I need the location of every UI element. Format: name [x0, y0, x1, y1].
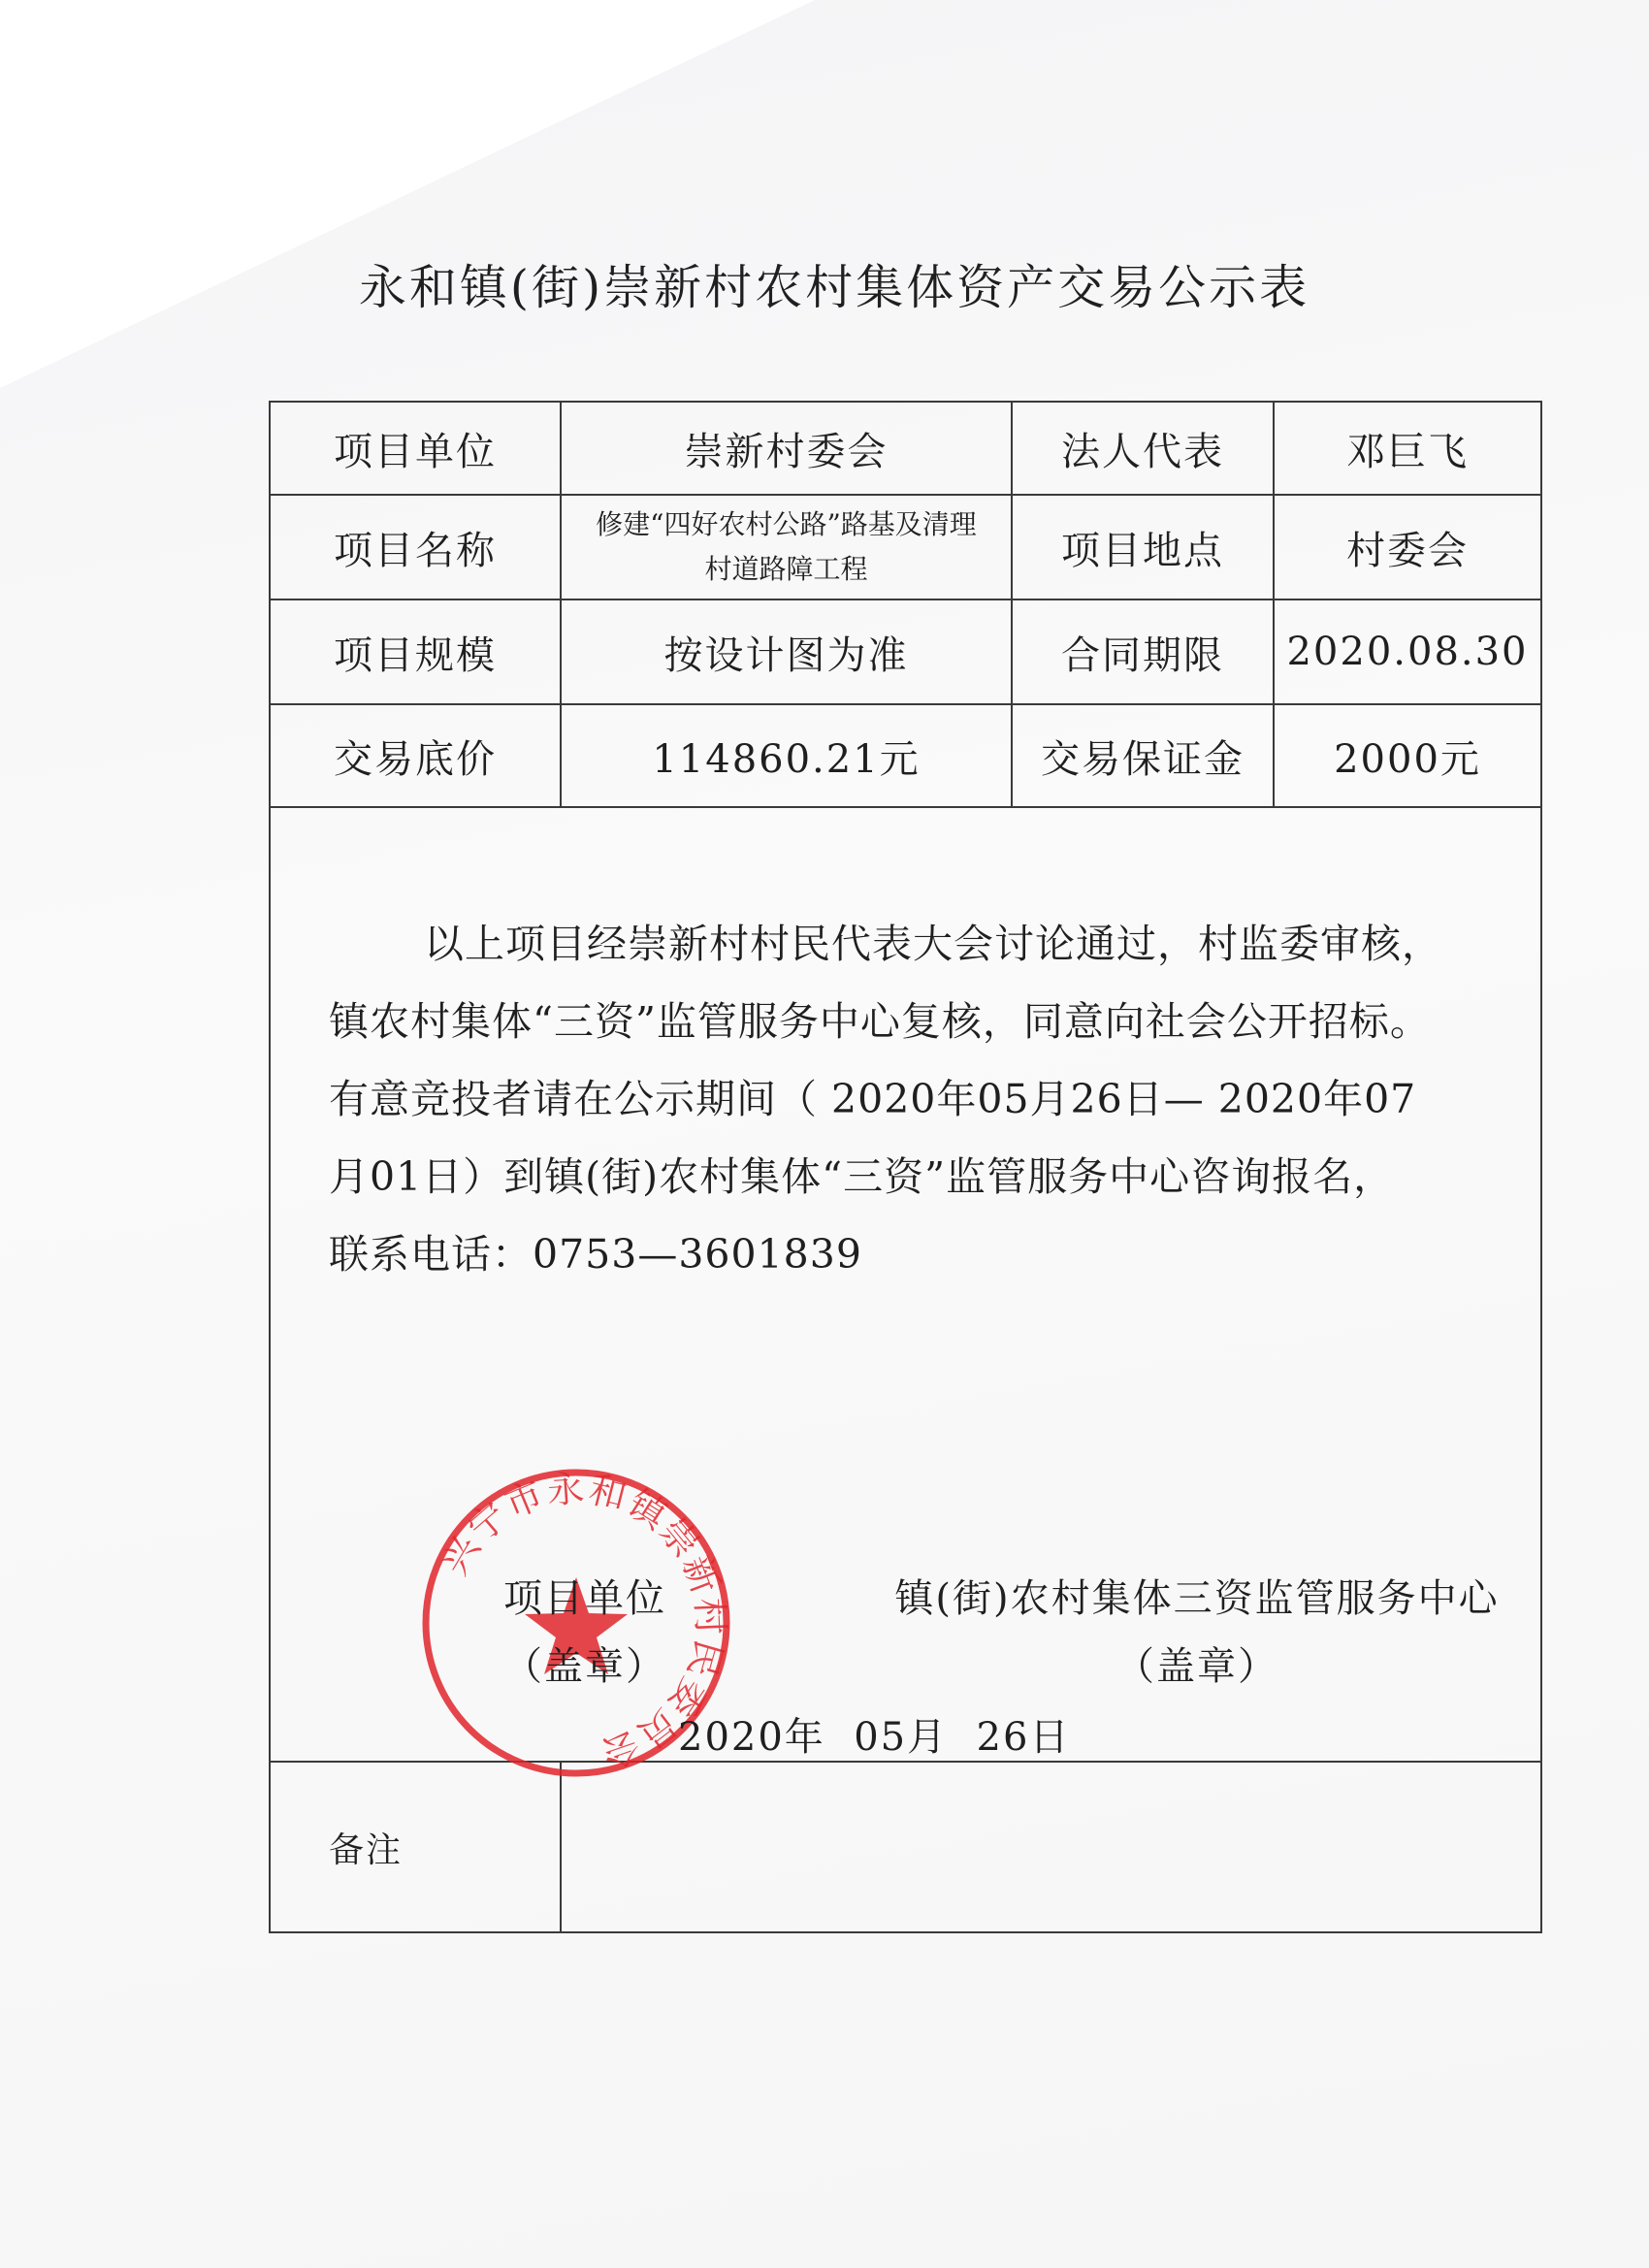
sign-date: 2020年 05月 26日 — [678, 1715, 1071, 1760]
table-row — [270, 704, 1541, 807]
center-sign-label: 镇(街)农村集体三资监管服务中心 — [894, 1576, 1500, 1621]
label-project-name: 项目名称 — [270, 495, 561, 599]
table-row — [270, 807, 1541, 1762]
label-project-location: 项目地点 — [1012, 495, 1274, 599]
seal-text: 兴宁市永和镇崇新村民委员会 — [433, 1466, 732, 1776]
center-stamp-label: （盖章） — [1116, 1644, 1278, 1689]
value-contract-term: 2020.08.30 — [1274, 599, 1541, 704]
notice-table — [269, 401, 1542, 1933]
value-project-name — [561, 495, 1012, 599]
label-legal-rep: 法人代表 — [1012, 402, 1274, 495]
notice-line: 镇农村集体“三资”监管服务中心复核，同意向社会公开招标。 — [329, 998, 1431, 1045]
notice-paragraph — [329, 905, 1493, 1293]
value-base-price: 114860.21元 — [561, 704, 1012, 807]
value-legal-rep: 邓巨飞 — [1274, 402, 1541, 495]
remark-label: 备注 — [270, 1762, 561, 1932]
project-unit-stamp-label: （盖章） — [503, 1644, 666, 1689]
label-deposit: 交易保证金 — [1012, 704, 1274, 807]
remark-value — [561, 1762, 1541, 1932]
value-deposit: 2000元 — [1274, 704, 1541, 807]
notice-line: 有意竞投者请在公示期间（ 2020年05月26日— 2020年07 — [329, 1076, 1417, 1122]
label-base-price: 交易底价 — [270, 704, 561, 807]
label-project-unit: 项目单位 — [270, 402, 561, 495]
table-row — [270, 599, 1541, 704]
document-title: 永和镇(街)崇新村农村集体资产交易公示表 — [358, 260, 1310, 315]
project-unit-sign-label: 项目单位 — [503, 1576, 666, 1621]
project-name-line2: 村道路障工程 — [704, 553, 868, 585]
table-row — [270, 1762, 1541, 1932]
value-project-location: 村委会 — [1274, 495, 1541, 599]
notice-line: 联系电话：0753—3601839 — [329, 1231, 862, 1278]
value-project-unit: 崇新村委会 — [561, 402, 1012, 495]
project-name-line1: 修建“四好农村公路”路基及清理 — [596, 508, 977, 540]
signature-left — [503, 1565, 666, 1701]
table-row — [270, 402, 1541, 495]
label-contract-term: 合同期限 — [1012, 599, 1274, 704]
notice-body-cell — [270, 807, 1541, 1776]
table-row — [270, 495, 1541, 599]
label-project-scale: 项目规模 — [270, 599, 561, 704]
value-project-scale: 按设计图为准 — [561, 599, 1012, 704]
notice-line: 月01日）到镇(街)农村集体“三资”监管服务中心咨询报名， — [329, 1153, 1395, 1200]
signature-right — [867, 1565, 1527, 1701]
notice-line: 以上项目经崇新村村民代表大会讨论通过，村监委审核， — [424, 921, 1442, 967]
